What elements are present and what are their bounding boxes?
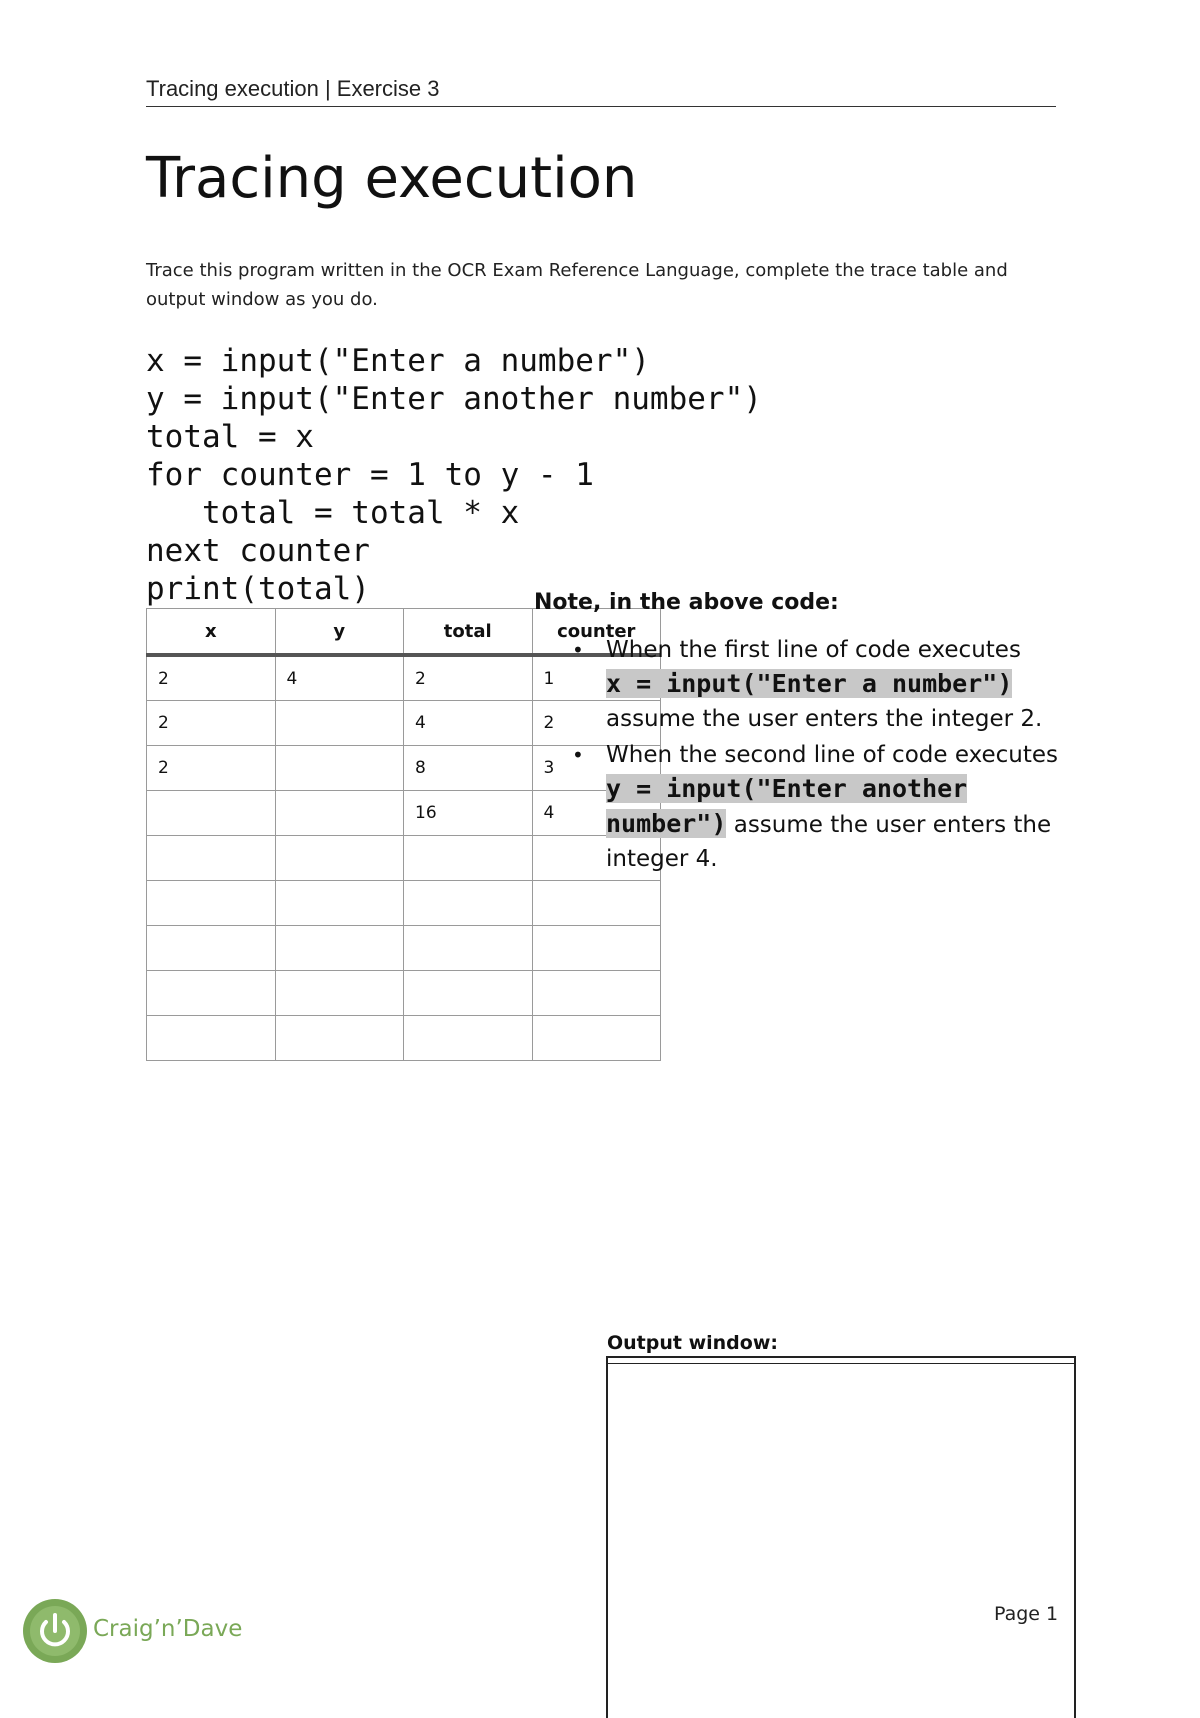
table-cell[interactable]: 2 [532,700,661,745]
note-code: y = input("Enter another number") [606,774,968,838]
page-title: Tracing execution [146,146,638,211]
power-logo-icon [22,1598,88,1664]
note-outro: assume the user enters the integer 4. [606,812,1052,872]
note-item [534,633,1074,736]
note-list [534,633,1074,876]
note-item [534,738,1074,876]
code-line: print(total) [146,571,370,607]
output-window-inner-rule [606,1363,1076,1364]
code-line: next counter [146,533,370,569]
page-number: Page 1 [994,1603,1059,1625]
table-cell[interactable] [532,925,661,970]
table-cell[interactable] [275,880,404,925]
code-line: y = input("Enter another number") [146,381,762,417]
table-cell[interactable]: 4 [275,655,404,700]
output-window-label: Output window: [607,1332,778,1354]
table-cell[interactable] [147,970,276,1015]
table-row [147,880,661,925]
table-cell[interactable] [532,1015,661,1060]
table-cell[interactable] [275,745,404,790]
table-cell[interactable] [147,880,276,925]
table-cell[interactable] [404,970,533,1015]
table-cell[interactable]: 4 [532,790,661,835]
table-cell[interactable] [275,1015,404,1060]
table-cell[interactable] [275,925,404,970]
code-block [146,342,762,608]
table-cell[interactable]: 4 [404,700,533,745]
table-cell[interactable] [275,790,404,835]
note-intro: When the first line of code executes [606,637,1021,663]
table-cell[interactable] [147,925,276,970]
table-cell[interactable]: 16 [404,790,533,835]
bullet-icon: • [572,638,584,662]
table-cell[interactable] [275,970,404,1015]
note-code: x = input("Enter a number") [606,669,1013,698]
page-header: Tracing execution | Exercise 3 [146,76,440,101]
code-line: total = x [146,419,314,455]
table-cell[interactable] [532,970,661,1015]
note-heading: Note, in the above code: [534,590,839,615]
table-cell[interactable]: 3 [532,745,661,790]
table-cell[interactable]: 2 [404,655,533,700]
column-header-x: x [147,609,276,656]
code-line: total = total * x [146,495,520,531]
note-outro: assume the user enters the integer 2. [606,706,1043,732]
table-row [147,1015,661,1060]
table-cell[interactable] [404,925,533,970]
table-cell[interactable]: 2 [147,655,276,700]
table-cell[interactable]: 1 [532,655,661,700]
column-header-y: y [275,609,404,656]
table-cell[interactable] [147,1015,276,1060]
code-line: for counter = 1 to y - 1 [146,457,594,493]
table-cell[interactable]: 2 [147,700,276,745]
bullet-icon: • [572,743,584,767]
note-panel [534,590,1074,878]
table-cell[interactable] [147,835,276,880]
note-intro: When the second line of code executes [606,742,1059,768]
column-header-counter: counter [532,609,661,656]
table-cell[interactable] [275,835,404,880]
table-cell[interactable] [404,835,533,880]
table-cell[interactable] [275,700,404,745]
table-cell[interactable]: 2 [147,745,276,790]
intro-text: Trace this program written in the OCR Exam Reference Language, complete the trace table and output window as you do. [146,260,1008,310]
table-row [147,970,661,1015]
code-line: x = input("Enter a number") [146,343,650,379]
table-cell[interactable] [532,880,661,925]
table-cell[interactable]: 8 [404,745,533,790]
table-row [147,925,661,970]
table-cell[interactable] [147,790,276,835]
header-rule [146,106,1056,107]
table-cell[interactable] [404,880,533,925]
output-window[interactable] [606,1356,1076,1718]
brand-name: Craig’n’Dave [93,1616,243,1642]
column-header-total: total [404,609,533,656]
table-cell[interactable] [404,1015,533,1060]
